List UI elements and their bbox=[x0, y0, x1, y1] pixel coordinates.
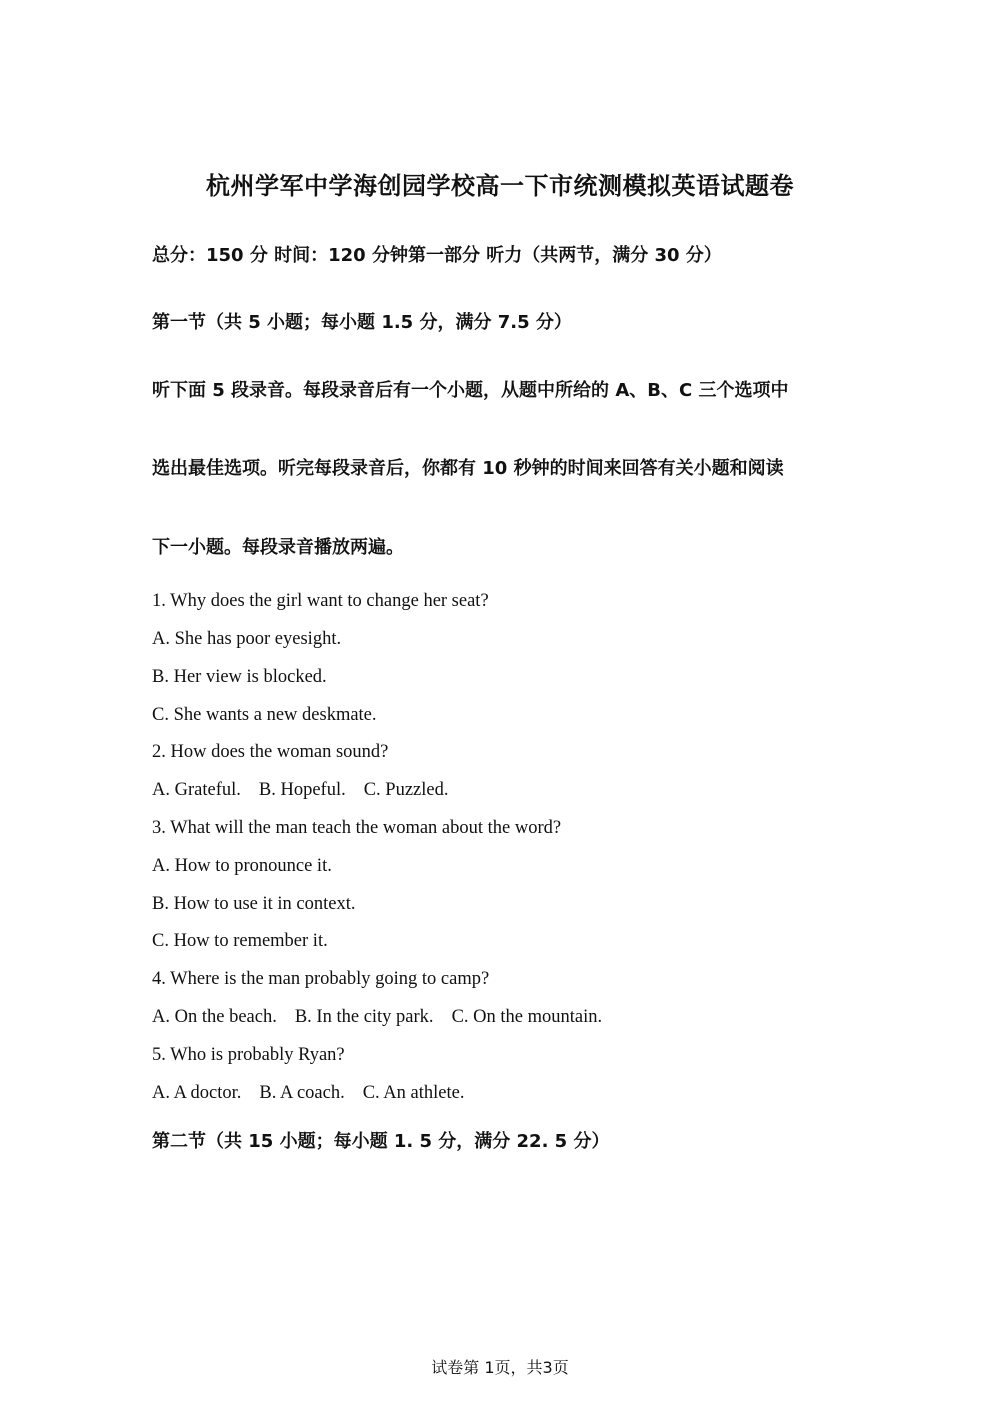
question-3-option-a: A. How to pronounce it. bbox=[152, 856, 332, 876]
question-4-options bbox=[152, 1004, 602, 1030]
question-stem-5: 5. Who is probably Ryan? bbox=[152, 1045, 345, 1065]
section1-heading: 第一节（共 5 小题；每小题 1.5 分，满分 7.5 分） bbox=[152, 312, 572, 333]
question-2-option-c: C. Puzzled. bbox=[363, 780, 449, 800]
question-5-option-c: C. An athlete. bbox=[362, 1083, 465, 1103]
question-stem-1: 1. Why does the girl want to change her seat? bbox=[152, 591, 489, 611]
question-1-option-a: A. She has poor eyesight. bbox=[152, 629, 342, 649]
page-footer: 试卷第 1页，共3页 bbox=[431, 1358, 569, 1377]
instruction-line-2: 选出最佳选项。听完每段录音后，你都有 10 秒钟的时间来回答有关小题和阅读 bbox=[152, 458, 784, 479]
question-4-option-c: C. On the mountain. bbox=[451, 1007, 603, 1027]
question-stem-3: 3. What will the man teach the woman about the word? bbox=[152, 818, 562, 838]
question-4-option-b: B. In the city park. bbox=[294, 1007, 434, 1027]
question-3-option-b: B. How to use it in context. bbox=[152, 894, 356, 914]
instruction-line-1: 听下面 5 段录音。每段录音后有一个小题，从题中所给的 A、B、C 三个选项中 bbox=[152, 380, 789, 401]
question-stem-4: 4. Where is the man probably going to camp? bbox=[152, 969, 490, 989]
question-2-options bbox=[152, 777, 449, 803]
section2-heading: 第二节（共 15 小题；每小题 1. 5 分，满分 22. 5 分） bbox=[152, 1131, 610, 1152]
page-title: 杭州学军中学海创园学校高一下市统测模拟英语试题卷 bbox=[206, 172, 794, 200]
question-2-option-a: A. Grateful. bbox=[152, 780, 241, 800]
question-stem-2: 2. How does the woman sound? bbox=[152, 742, 389, 762]
question-3-option-c: C. How to remember it. bbox=[152, 931, 328, 951]
question-1-option-c: C. She wants a new deskmate. bbox=[152, 705, 377, 725]
question-2-option-b: B. Hopeful. bbox=[258, 780, 346, 800]
question-5-options bbox=[152, 1080, 464, 1106]
instruction-line-3: 下一小题。每段录音播放两遍。 bbox=[152, 537, 404, 558]
question-5-option-a: A. A doctor. bbox=[152, 1083, 242, 1103]
question-5-option-b: B. A coach. bbox=[259, 1083, 345, 1103]
exam-meta-line: 总分：150 分 时间：120 分钟第一部分 听力（共两节，满分 30 分） bbox=[152, 245, 722, 266]
question-4-option-a: A. On the beach. bbox=[152, 1007, 277, 1027]
question-1-option-b: B. Her view is blocked. bbox=[152, 667, 327, 687]
